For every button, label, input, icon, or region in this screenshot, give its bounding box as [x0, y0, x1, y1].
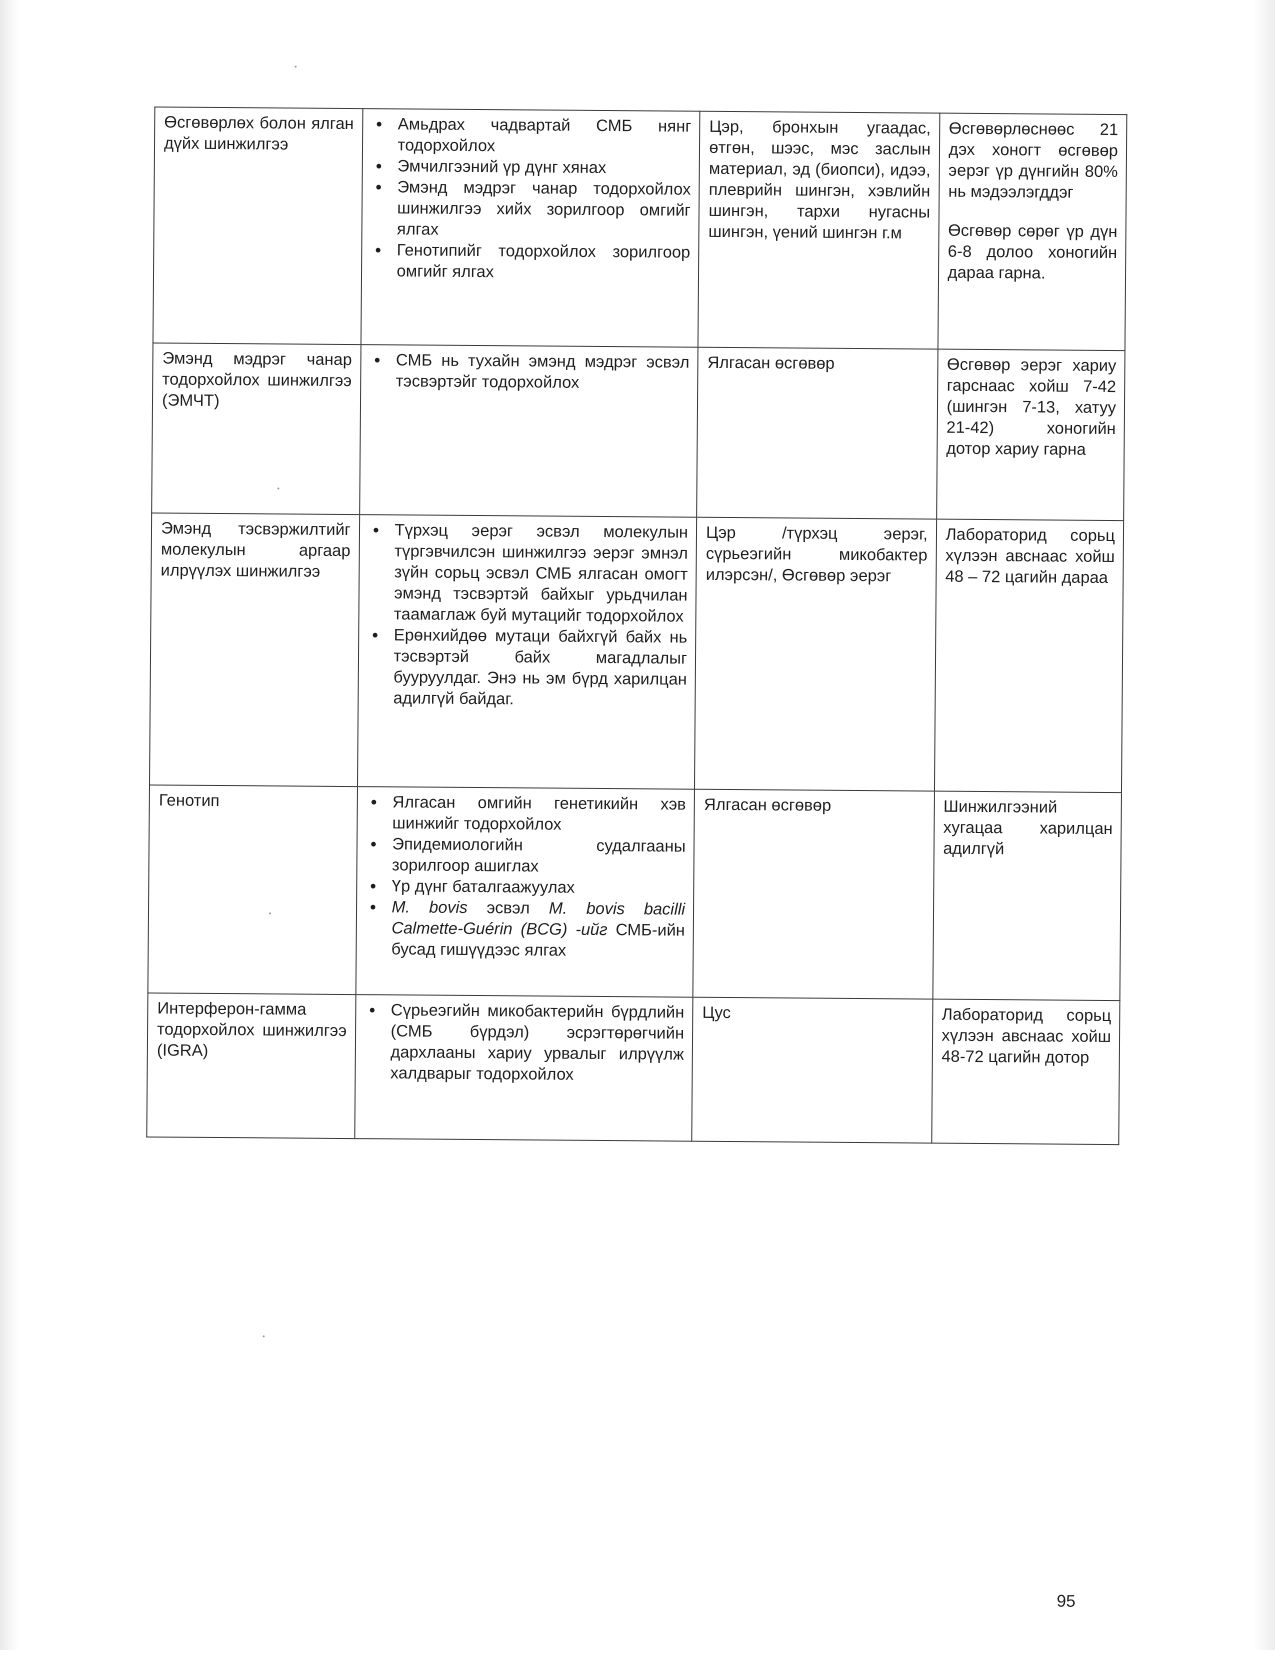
sample-cell: Цэр /түрхэц эерэг, сүрьеэгийн микобактер илэрсэн/, Өсгөвөр эерэг — [695, 517, 937, 791]
purpose-item: ● Түрхэц эерэг эсвэл молекулын түргэвчилсэн шинжилгээ эерэг эмнэл зүйн сорьц эсвэл СМБ ялгасан омогт эмэнд тэсвэртэй байхыг урьдчилан таамаглаж буй мутацийг тодорхойлох — [368, 520, 688, 628]
purpose-item: ● Ялгасан омгийн генетикийн хэв шинжийг тодорхойлох — [366, 792, 686, 837]
purpose-item: ● Генотипийг тодорхойлох зорилгоор омгийг ялгах — [371, 240, 691, 285]
method-cell: Өсгөвөрлөх болон ялган дүйх шинжилгээ — [153, 107, 362, 345]
purpose-cell — [355, 787, 694, 998]
methods-table — [146, 106, 1127, 1145]
species-name: M. bovis bacilli Calmette-Guérin (BCG) -ийг — [391, 899, 686, 940]
method-cell: Генотип — [148, 785, 357, 995]
purpose-cell — [359, 345, 698, 518]
time-cell: Лабораторид сорьц хүлээн авснаас хойш 48 – 72 цагийн дараа — [934, 519, 1124, 792]
table-row — [147, 993, 1120, 1145]
purpose-cell — [361, 109, 700, 348]
purpose-item: ● Амьдрах чадвартай СМБ нянг тодорхойлох — [372, 114, 692, 159]
method-cell: Эмэнд тэсвэржилтийг молекулын аргаар илрүүлэх шинжилгээ — [150, 513, 360, 787]
purpose-cell — [354, 995, 693, 1142]
time-cell: Лабораторид сорьц хүлээн авснаас хойш 48-72 цагийн дотор — [931, 999, 1120, 1144]
time-cell: Шинжилгээний хугацаа харилцан адилгүй — [932, 791, 1121, 1000]
purpose-item: ● СМБ нь тухайн эмэнд мэдрэг эсвэл тэсвэртэйг тодорхойлох — [370, 350, 690, 395]
scan-speck — [263, 1335, 265, 1337]
purpose-text: СМБ-ийн бусад гишүүдээс ялгах — [391, 921, 686, 960]
purpose-list — [364, 1000, 684, 1087]
purpose-item — [365, 897, 685, 963]
sample-cell: Ялгасан өсгөвөр — [697, 347, 938, 519]
purpose-item: ● Эмэнд мэдрэг чанар тодорхойлох шинжилгээ хийх зорилгоор омгийг ялгах — [371, 177, 691, 243]
sample-cell: Цэр, бронхын угаадас, өтгөн, шээс, мэс заслын материал, эд (биопси), идээ, плеврийн шингэн, хэвлийн шингэн, тархи нугасны шингэн, үений шингэн г.м — [698, 111, 939, 349]
page-number: 95 — [1056, 1591, 1076, 1611]
purpose-item: ● Эпидемиологийн судалгааны зорилгоор ашиглах — [366, 834, 686, 879]
time-cell — [938, 113, 1127, 350]
purpose-item: ● Үр дүнг баталгаажуулах — [366, 876, 686, 900]
purpose-list — [367, 520, 688, 712]
purpose-list — [365, 792, 686, 963]
purpose-text: эсвэл — [467, 898, 549, 918]
scan-speck — [295, 66, 297, 68]
purpose-item: ● Сүрьеэгийн микобактерийн бүрдлийн (СМБ бүрдэл) эсрэгтөрөгчийн дархлааны хариу урвалыг илрүүлж халдварыг тодорхойлох — [364, 1000, 684, 1087]
method-cell: Эмэнд мэдрэг чанар тодорхойлох шинжилгээ (ЭМЧТ) — [152, 343, 361, 515]
time-text: Өсгөвөрлөснөөс 21 дэх хоногт өсгөвөр эерэг үр дүнгийн 80% нь мэдээлэгддэг — [948, 119, 1119, 202]
table-row — [148, 785, 1122, 1001]
species-name: M. bovis — [391, 898, 468, 917]
table-row — [152, 343, 1125, 521]
method-cell: Интерферон-гамма тодорхойлох шинжилгээ (IGRA) — [147, 993, 356, 1139]
purpose-list — [371, 114, 692, 285]
table-row — [153, 107, 1127, 351]
sample-cell: Ялгасан өсгөвөр — [693, 789, 934, 999]
purpose-cell — [357, 515, 697, 790]
time-text: Өсгөвөр сөрөг үр дүн 6-8 долоо хоногийн дараа гарна. — [947, 221, 1118, 283]
purpose-list — [370, 350, 690, 395]
paragraph-gap — [948, 203, 1118, 222]
time-cell: Өсгөвөр эерэг хариу гарснаас хойш 7-42 (шингэн 7-13, хатуу 21-42) хоногийн дотор хариу гарна — [936, 349, 1125, 520]
purpose-item: ● Эмчилгээний үр дүнг хянах — [371, 156, 691, 180]
purpose-item: ● Ерөнхийдөө мутаци байхгүй байх нь тэсвэртэй байх магадлалыг бууруулдаг. Энэ нь эм бүрд харилцан адилгүй байдаг. — [367, 625, 687, 712]
sample-cell: Цус — [692, 997, 933, 1143]
table-row — [150, 513, 1124, 793]
